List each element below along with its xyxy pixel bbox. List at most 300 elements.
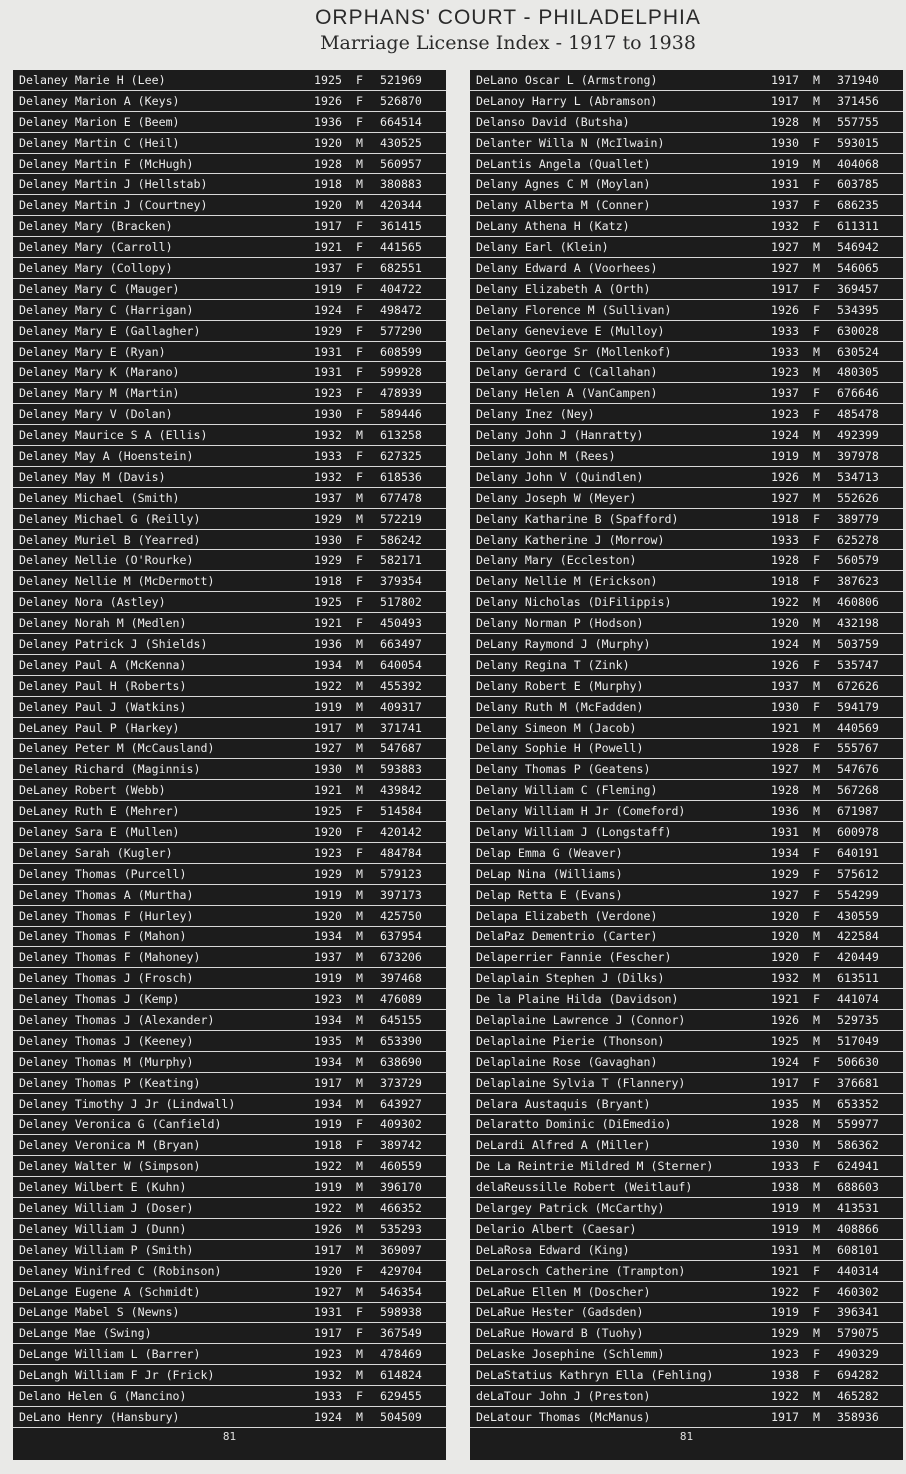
entry-year: 1933 xyxy=(771,323,799,338)
entry-sex: F xyxy=(813,1347,820,1362)
index-entry-row xyxy=(470,383,903,404)
entry-name: DeLano Henry (Hansbury) xyxy=(19,1409,180,1424)
entry-sex: M xyxy=(813,783,820,798)
entry-license-number: 409302 xyxy=(380,1117,422,1132)
index-entry-row xyxy=(470,718,903,739)
index-entry-row xyxy=(13,1282,446,1303)
entry-sex: M xyxy=(356,511,363,526)
entry-license-number: 640191 xyxy=(837,845,879,860)
entry-year: 1926 xyxy=(771,469,799,484)
entry-name: Delargey Patrick (McCarthy) xyxy=(476,1201,665,1216)
entry-sex: M xyxy=(813,825,820,839)
index-entry-row xyxy=(470,404,903,425)
index-entry-row xyxy=(470,321,903,342)
entry-year: 1936 xyxy=(314,114,342,129)
index-entry-row xyxy=(470,362,903,383)
entry-sex: F xyxy=(813,532,820,547)
index-entry-row xyxy=(13,697,446,718)
index-entry-row xyxy=(13,864,446,885)
entry-license-number: 694282 xyxy=(837,1368,879,1383)
entry-sex: M xyxy=(813,490,820,505)
entry-name: Delaney Mary M (Martin) xyxy=(19,386,180,401)
entry-name: Delaney Veronica G (Canfield) xyxy=(19,1117,222,1132)
entry-license-number: 664514 xyxy=(380,114,422,129)
entry-year: 1922 xyxy=(771,1284,799,1299)
entry-license-number: 640054 xyxy=(380,657,422,672)
entry-license-number: 599928 xyxy=(380,365,422,380)
entry-sex: M xyxy=(813,156,820,171)
entry-sex: M xyxy=(356,1221,363,1236)
entry-year: 1925 xyxy=(771,1033,799,1048)
entry-name: De la Plaine Hilda (Davidson) xyxy=(476,992,679,1007)
index-entry-row xyxy=(470,1323,903,1344)
entry-license-number: 371741 xyxy=(380,720,422,735)
entry-sex: M xyxy=(813,929,820,944)
entry-year: 1927 xyxy=(771,490,799,505)
index-entry-row xyxy=(13,258,446,279)
entry-license-number: 624941 xyxy=(837,1159,879,1174)
entry-license-number: 547687 xyxy=(380,741,422,756)
entry-license-number: 534395 xyxy=(837,302,879,317)
entry-year: 1923 xyxy=(771,1347,799,1362)
index-entry-row xyxy=(470,530,903,551)
entry-year: 1928 xyxy=(314,156,342,171)
entry-sex: F xyxy=(356,845,363,860)
entry-year: 1933 xyxy=(771,1159,799,1174)
entry-name: Delario Albert (Caesar) xyxy=(476,1221,637,1236)
entry-sex: F xyxy=(813,845,820,860)
entry-license-number: 413531 xyxy=(837,1201,879,1216)
index-entry-row xyxy=(13,780,446,801)
entry-sex: F xyxy=(356,407,363,422)
entry-sex: F xyxy=(356,469,363,484)
entry-sex: M xyxy=(813,1201,820,1216)
entry-name: Delap Emma G (Weaver) xyxy=(476,845,623,860)
entry-license-number: 478939 xyxy=(380,386,422,401)
entry-name: DeLangh William F Jr (Frick) xyxy=(19,1368,215,1383)
entry-name: Delany George Sr (Mollenkof) xyxy=(476,344,672,359)
entry-name: Delap Retta E (Evans) xyxy=(476,887,623,902)
entry-year: 1917 xyxy=(771,1409,799,1424)
entry-sex: M xyxy=(356,929,363,944)
entry-year: 1934 xyxy=(314,657,342,672)
entry-sex: M xyxy=(813,804,820,819)
entry-license-number: 653352 xyxy=(837,1096,879,1111)
entry-year: 1919 xyxy=(771,448,799,463)
entry-license-number: 638690 xyxy=(380,1054,422,1069)
index-entry-row xyxy=(13,195,446,216)
entry-year: 1919 xyxy=(314,1117,342,1132)
entry-sex: F xyxy=(813,281,820,296)
entry-year: 1923 xyxy=(314,386,342,401)
entry-license-number: 514584 xyxy=(380,804,422,819)
entry-year: 1923 xyxy=(314,845,342,860)
entry-license-number: 373729 xyxy=(380,1075,422,1090)
entry-name: Delaney Thomas A (Murtha) xyxy=(19,887,194,902)
entry-license-number: 526870 xyxy=(380,93,422,108)
index-entry-row xyxy=(470,1115,903,1136)
entry-sex: M xyxy=(813,344,820,359)
index-entry-row xyxy=(470,488,903,509)
entry-license-number: 673206 xyxy=(380,950,422,965)
entry-sex: M xyxy=(356,428,363,443)
entry-year: 1918 xyxy=(314,1138,342,1153)
entry-sex: F xyxy=(813,1075,820,1090)
entry-year: 1920 xyxy=(314,135,342,150)
entry-license-number: 397173 xyxy=(380,887,422,902)
entry-sex: F xyxy=(813,866,820,881)
entry-license-number: 422584 xyxy=(837,929,879,944)
entry-year: 1918 xyxy=(771,511,799,526)
entry-sex: M xyxy=(813,1096,820,1111)
entry-sex: M xyxy=(356,490,363,505)
entry-sex: M xyxy=(813,720,820,735)
entry-name: Delany Earl (Klein) xyxy=(476,240,609,255)
entry-license-number: 613511 xyxy=(837,971,879,986)
entry-license-number: 557755 xyxy=(837,114,879,129)
index-entry-row xyxy=(470,509,903,530)
page-header xyxy=(0,6,906,54)
entry-sex: M xyxy=(813,93,820,108)
entry-sex: M xyxy=(356,992,363,1007)
entry-name: Delaney Thomas F (Hurley) xyxy=(19,908,194,923)
index-entry-row xyxy=(470,989,903,1010)
entry-sex: M xyxy=(813,114,820,129)
entry-sex: M xyxy=(356,866,363,881)
index-entry-row xyxy=(13,112,446,133)
entry-year: 1920 xyxy=(314,1263,342,1278)
entry-license-number: 465282 xyxy=(837,1389,879,1404)
index-entry-row xyxy=(470,174,903,195)
index-entry-row xyxy=(13,425,446,446)
index-entry-row xyxy=(470,739,903,760)
entry-name: DeLarosch Catherine (Trampton) xyxy=(476,1263,686,1278)
entry-license-number: 460559 xyxy=(380,1159,422,1174)
entry-sex: F xyxy=(813,992,820,1007)
entry-license-number: 593883 xyxy=(380,762,422,777)
entry-year: 1921 xyxy=(314,240,342,255)
index-entry-row xyxy=(470,1135,903,1156)
index-entry-row xyxy=(13,488,446,509)
index-entry-row xyxy=(13,446,446,467)
entry-sex: M xyxy=(813,616,820,631)
entry-sex: F xyxy=(356,219,363,234)
entry-sex: F xyxy=(356,1138,363,1153)
entry-license-number: 429704 xyxy=(380,1263,422,1278)
index-entry-row xyxy=(470,91,903,112)
entry-year: 1921 xyxy=(771,720,799,735)
entry-name: Delany Norman P (Hodson) xyxy=(476,616,644,631)
entry-year: 1936 xyxy=(771,804,799,819)
entry-name: DeLaney Ruth E (Mehrer) xyxy=(19,804,180,819)
index-entry-row xyxy=(470,1156,903,1177)
entry-sex: F xyxy=(813,1368,820,1383)
entry-year: 1928 xyxy=(771,553,799,568)
entry-name: Delaney Veronica M (Bryan) xyxy=(19,1138,201,1153)
index-entry-row xyxy=(13,801,446,822)
entry-year: 1931 xyxy=(771,177,799,192)
entry-sex: F xyxy=(356,1305,363,1320)
index-entry-row xyxy=(13,592,446,613)
index-entry-row xyxy=(13,342,446,363)
entry-sex: F xyxy=(356,1263,363,1278)
entry-year: 1937 xyxy=(771,386,799,401)
entry-name: DeLardi Alfred A (Miller) xyxy=(476,1138,651,1153)
entry-license-number: 420142 xyxy=(380,825,422,839)
entry-license-number: 478469 xyxy=(380,1347,422,1362)
entry-license-number: 593015 xyxy=(837,135,879,150)
entry-year: 1917 xyxy=(771,72,799,87)
index-entry-row xyxy=(470,467,903,488)
entry-year: 1931 xyxy=(314,1305,342,1320)
right-index-column xyxy=(470,70,903,1460)
entry-sex: F xyxy=(813,1159,820,1174)
entry-license-number: 439842 xyxy=(380,783,422,798)
entry-license-number: 498472 xyxy=(380,302,422,317)
entry-name: Delany Thomas P (Geatens) xyxy=(476,762,651,777)
entry-sex: M xyxy=(356,657,363,672)
index-entry-row xyxy=(470,1282,903,1303)
entry-year: 1931 xyxy=(771,825,799,839)
entry-year: 1920 xyxy=(314,198,342,213)
entry-name: Delaney Timothy J Jr (Lindwall) xyxy=(19,1096,236,1111)
entry-sex: M xyxy=(813,971,820,986)
index-entry-row xyxy=(470,1240,903,1261)
entry-license-number: 535293 xyxy=(380,1221,422,1236)
entry-license-number: 637954 xyxy=(380,929,422,944)
entry-year: 1917 xyxy=(771,281,799,296)
index-entry-row xyxy=(470,1303,903,1324)
entry-year: 1934 xyxy=(771,845,799,860)
index-entry-row xyxy=(13,1010,446,1031)
entry-name: DeLange Mabel S (Newns) xyxy=(19,1305,180,1320)
entry-license-number: 586242 xyxy=(380,532,422,547)
entry-sex: M xyxy=(356,699,363,714)
index-entry-row xyxy=(13,1115,446,1136)
entry-sex: M xyxy=(356,678,363,693)
entry-sex: M xyxy=(813,1117,820,1132)
entry-year: 1920 xyxy=(771,950,799,965)
entry-year: 1931 xyxy=(771,1242,799,1257)
index-entry-row xyxy=(13,154,446,175)
entry-license-number: 643927 xyxy=(380,1096,422,1111)
index-entry-row xyxy=(470,1052,903,1073)
entry-name: Delaney Mary (Carroll) xyxy=(19,240,173,255)
entry-year: 1937 xyxy=(771,678,799,693)
entry-year: 1930 xyxy=(771,699,799,714)
entry-license-number: 552626 xyxy=(837,490,879,505)
entry-sex: M xyxy=(813,1409,820,1424)
entry-license-number: 441074 xyxy=(837,992,879,1007)
entry-sex: M xyxy=(813,240,820,255)
index-entry-row xyxy=(470,195,903,216)
entry-license-number: 534713 xyxy=(837,469,879,484)
index-entry-row xyxy=(470,655,903,676)
entry-year: 1937 xyxy=(771,198,799,213)
entry-sex: F xyxy=(356,302,363,317)
entry-name: Delaney Mary (Collopy) xyxy=(19,260,173,275)
entry-license-number: 484784 xyxy=(380,845,422,860)
entry-sex: M xyxy=(813,1013,820,1028)
entry-license-number: 521969 xyxy=(380,72,422,87)
entry-year: 1919 xyxy=(314,1180,342,1195)
index-entry-row xyxy=(470,216,903,237)
entry-license-number: 376681 xyxy=(837,1075,879,1090)
entry-license-number: 594179 xyxy=(837,699,879,714)
entry-license-number: 476089 xyxy=(380,992,422,1007)
entry-license-number: 682551 xyxy=(380,260,422,275)
index-entry-row xyxy=(13,300,446,321)
entry-license-number: 608599 xyxy=(380,344,422,359)
index-entry-row xyxy=(470,342,903,363)
entry-sex: M xyxy=(356,1180,363,1195)
entry-sex: M xyxy=(356,1284,363,1299)
left-index-column xyxy=(13,70,446,1460)
entry-year: 1926 xyxy=(771,657,799,672)
entry-sex: M xyxy=(356,741,363,756)
entry-sex: M xyxy=(813,1138,820,1153)
entry-license-number: 586362 xyxy=(837,1138,879,1153)
index-entry-row xyxy=(470,1386,903,1407)
index-entry-row xyxy=(13,530,446,551)
entry-name: DeLange Mae (Swing) xyxy=(19,1326,152,1341)
right-entry-list xyxy=(470,70,903,1428)
entry-year: 1920 xyxy=(314,908,342,923)
index-entry-row xyxy=(470,885,903,906)
index-entry-row xyxy=(13,1135,446,1156)
entry-year: 1922 xyxy=(771,595,799,610)
entry-name: Delaney Patrick J (Shields) xyxy=(19,636,208,651)
entry-year: 1924 xyxy=(771,636,799,651)
index-entry-row xyxy=(13,1303,446,1324)
index-entry-row xyxy=(470,258,903,279)
index-entry-row xyxy=(13,1219,446,1240)
entry-year: 1917 xyxy=(771,93,799,108)
entry-sex: M xyxy=(813,428,820,443)
entry-year: 1927 xyxy=(771,260,799,275)
entry-license-number: 420344 xyxy=(380,198,422,213)
entry-license-number: 490329 xyxy=(837,1347,879,1362)
entry-name: Delaney Thomas J (Keeney) xyxy=(19,1033,194,1048)
entry-sex: M xyxy=(356,908,363,923)
entry-year: 1919 xyxy=(771,156,799,171)
entry-name: Delany Florence M (Sullivan) xyxy=(476,302,672,317)
entry-sex: F xyxy=(356,448,363,463)
entry-sex: F xyxy=(356,281,363,296)
entry-year: 1930 xyxy=(314,762,342,777)
entry-sex: F xyxy=(356,344,363,359)
index-entry-row xyxy=(13,718,446,739)
entry-year: 1917 xyxy=(771,1075,799,1090)
entry-license-number: 579123 xyxy=(380,866,422,881)
entry-name: Delaney Sara E (Mullen) xyxy=(19,825,180,839)
index-entry-row xyxy=(470,634,903,655)
entry-year: 1917 xyxy=(314,1075,342,1090)
entry-year: 1917 xyxy=(314,219,342,234)
index-entry-row xyxy=(13,404,446,425)
entry-name: DeLaRue Howard B (Tuohy) xyxy=(476,1326,644,1341)
entry-name: Delaney Marie H (Lee) xyxy=(19,72,166,87)
entry-sex: F xyxy=(356,616,363,631)
entry-name: Delaney Martin C (Heil) xyxy=(19,135,180,150)
entry-year: 1929 xyxy=(314,553,342,568)
entry-year: 1932 xyxy=(771,219,799,234)
entry-license-number: 369097 xyxy=(380,1242,422,1257)
entry-name: Delany Helen A (VanCampen) xyxy=(476,386,658,401)
entry-license-number: 589446 xyxy=(380,407,422,422)
entry-license-number: 367549 xyxy=(380,1326,422,1341)
entry-name: Delano Helen G (Mancino) xyxy=(19,1389,187,1404)
entry-sex: M xyxy=(356,135,363,150)
entry-year: 1919 xyxy=(314,971,342,986)
index-entry-row xyxy=(13,279,446,300)
index-entry-row xyxy=(470,1094,903,1115)
entry-sex: F xyxy=(813,1305,820,1320)
entry-year: 1918 xyxy=(771,574,799,589)
entry-license-number: 404722 xyxy=(380,281,422,296)
index-entry-row xyxy=(13,1094,446,1115)
index-entry-row xyxy=(13,362,446,383)
entry-year: 1934 xyxy=(314,929,342,944)
entry-sex: F xyxy=(356,1326,363,1341)
entry-sex: M xyxy=(356,720,363,735)
entry-name: DeLaney Paul P (Harkey) xyxy=(19,720,180,735)
entry-name: DeLaStatius Kathryn Ella (Fehling) xyxy=(476,1368,714,1383)
entry-sex: M xyxy=(813,595,820,610)
entry-sex: M xyxy=(813,1180,820,1195)
entry-name: Delany Regina T (Zink) xyxy=(476,657,630,672)
entry-license-number: 529735 xyxy=(837,1013,879,1028)
entry-year: 1937 xyxy=(314,490,342,505)
index-entry-row xyxy=(470,279,903,300)
entry-license-number: 492399 xyxy=(837,428,879,443)
entry-license-number: 555767 xyxy=(837,741,879,756)
entry-year: 1924 xyxy=(314,302,342,317)
entry-name: Delaney Thomas J (Kemp) xyxy=(19,992,180,1007)
entry-license-number: 371456 xyxy=(837,93,879,108)
index-entry-row xyxy=(470,927,903,948)
entry-name: Delaney Thomas F (Mahoney) xyxy=(19,950,201,965)
entry-license-number: 560579 xyxy=(837,553,879,568)
index-entry-row xyxy=(13,321,446,342)
entry-license-number: 506630 xyxy=(837,1054,879,1069)
entry-sex: F xyxy=(813,302,820,317)
entry-year: 1921 xyxy=(314,783,342,798)
entry-name: Delany Mary (Eccleston) xyxy=(476,553,637,568)
entry-license-number: 686235 xyxy=(837,198,879,213)
index-entry-row xyxy=(13,1177,446,1198)
entry-sex: M xyxy=(356,971,363,986)
entry-name: Delany Edward A (Voorhees) xyxy=(476,260,658,275)
entry-name: Delara Austaquis (Bryant) xyxy=(476,1096,651,1111)
entry-name: Delaney Thomas J (Alexander) xyxy=(19,1013,215,1028)
entry-sex: F xyxy=(356,553,363,568)
entry-name: Delapa Elizabeth (Verdone) xyxy=(476,908,658,923)
entry-name: delaReussille Robert (Weitlauf) xyxy=(476,1180,693,1195)
entry-name: Delaperrier Fannie (Fescher) xyxy=(476,950,672,965)
entry-sex: M xyxy=(813,1033,820,1048)
index-entry-row xyxy=(13,968,446,989)
entry-sex: M xyxy=(813,678,820,693)
entry-license-number: 535747 xyxy=(837,657,879,672)
entry-license-number: 517802 xyxy=(380,595,422,610)
entry-year: 1931 xyxy=(314,344,342,359)
entry-license-number: 630028 xyxy=(837,323,879,338)
index-entry-row xyxy=(13,1344,446,1365)
index-entry-row xyxy=(13,947,446,968)
entry-year: 1925 xyxy=(314,804,342,819)
left-page-number: 81 xyxy=(222,1429,237,1443)
